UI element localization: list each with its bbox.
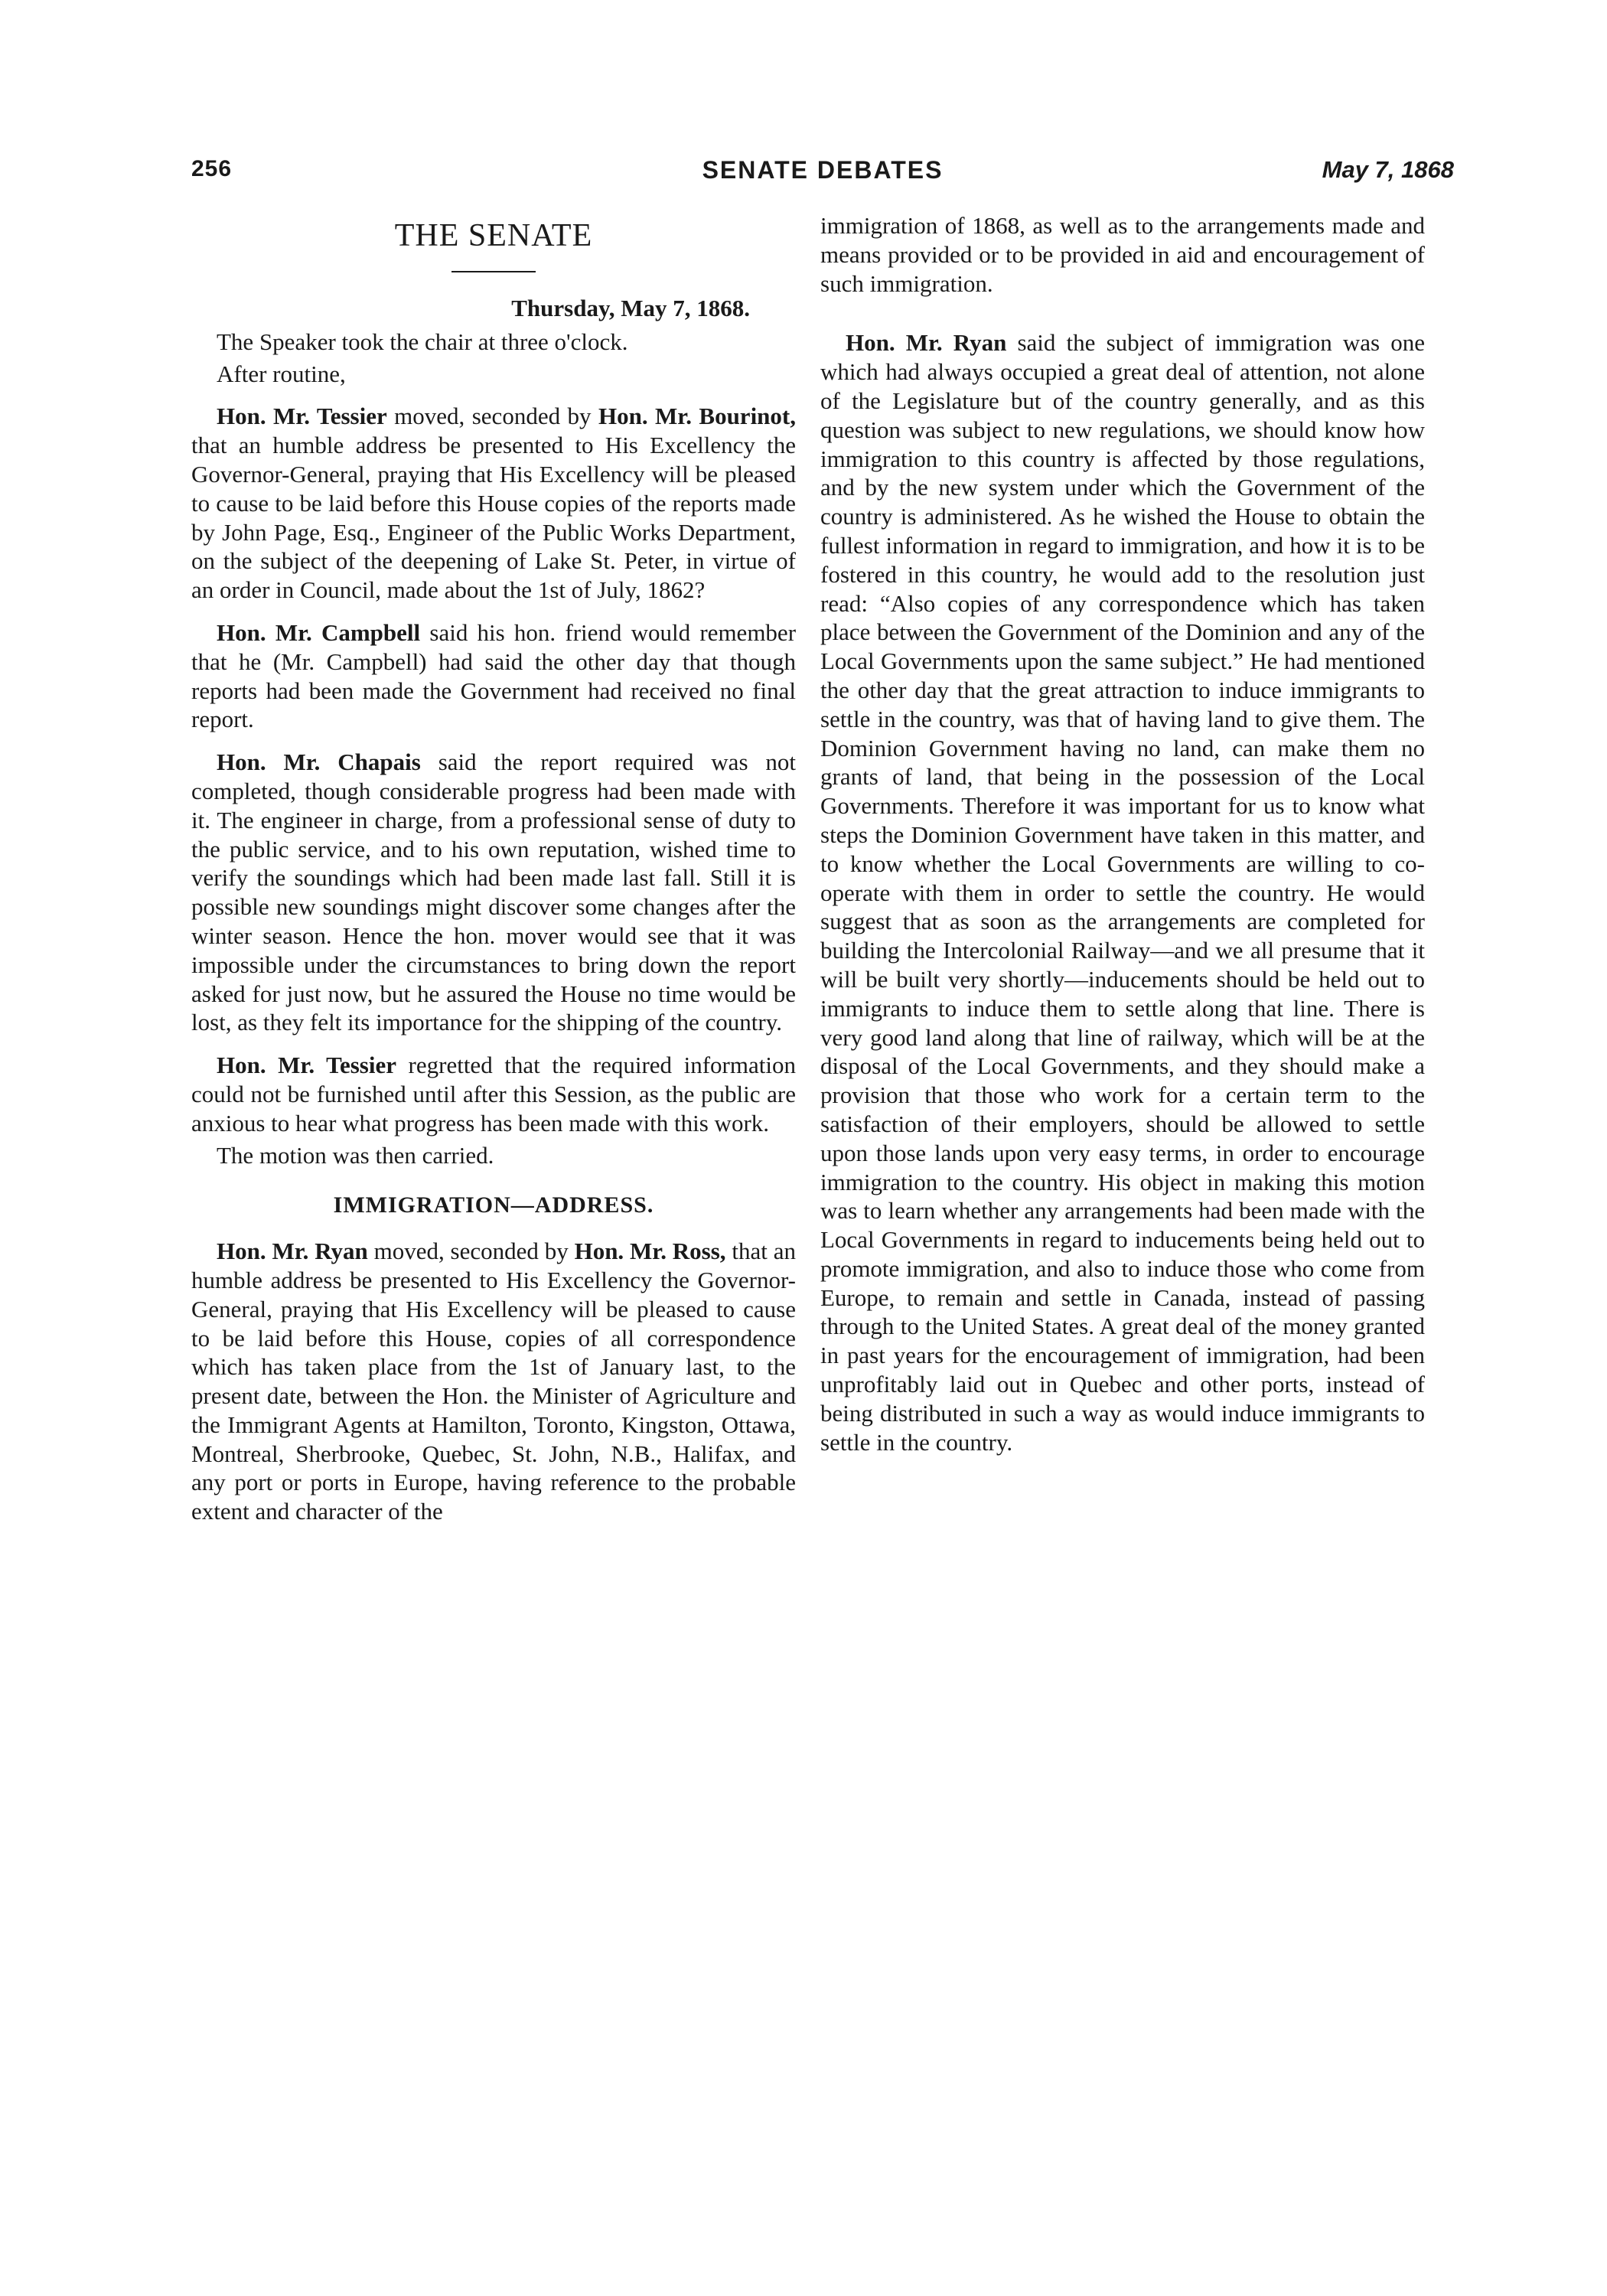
paragraph-text: moved, seconded by xyxy=(386,403,598,430)
speaker-name: Hon. Mr. Bourinot, xyxy=(598,403,796,430)
publication-title: SENATE DEBATES xyxy=(702,156,944,184)
speaker-name: Hon. Mr. Campbell xyxy=(217,618,421,646)
header-date: May 7, 1868 xyxy=(1322,156,1454,183)
paragraph-text: moved, seconded by xyxy=(367,1238,575,1265)
paragraph-text: that an humble address be presented to His Excellency the Governor-General, praying that His Excellency will be pleased to cause to be laid before this House, copies of all correspondence which has taken place from the 1st of January last, to the present date, between the Hon. the Minister of Agriculture and the Immigrant Agents at Hamilton, Toronto, Kingston, Ottawa, Montreal, Sherbrooke, Quebec, St. John, N.B., Halifax, and any port or ports in Europe, having reference to the probable extent and character of the xyxy=(191,1238,796,1525)
left-column xyxy=(191,211,796,1540)
speaker-name: Hon. Mr. Tessier xyxy=(217,1052,396,1079)
page-number: 256 xyxy=(191,156,233,181)
paragraph-text: said the subject of immigration was one which had always occupied a great deal of attention, not alone of the Legislature but of the country generally, and as this question was subject to new regulations, we should know how immigration to this country is affected by those regulations, and by the new system under which the Government of the country is administered. As he wished the House to obtain the fullest information in regard to immigration, and how it is to be fostered in this country, he would add to the resolution just read: “Also copies of any correspondence which has taken place between the Government of the Dominion and any of the Local Governments upon the same subject.” He had mentioned the other day that the great attraction to induce immigrants to settle in the country, was that of having land to give them. The Dominion Government having no land, can make them no grants of land, that being in the possession of the Local Governments. Therefore it was important for us to know what steps the Dominion Government have taken in this matter, and to know whether the Local Governments are willing to co-operate with them in order to settle the country. He would suggest that as soon as the arrangements are completed for building the Intercolonial Railway—and we all presume that it will be built very shortly—inducements should be held out to immigrants to induce them to settle along that line. There is very good land along that line of railway, which will be at the disposal of the Local Governments, and they should make a provision that those who work for a certain term to the satisfaction of their employers, should be allowed to settle upon those lands upon very easy terms, in order to encourage immigration to the country. His object in making this motion was to learn whether any arrangements had been made with the Local Governments in regard to inducements being held out to promote immigration, and also to induce those who come from Europe, to remain and settle in Canada, instead of passing through to the United States. A great deal of the money granted in past years for the encouragement of immigration, had been unprofitably laid out in Quebec and other ports, instead of being distributed in such a way as would induce immigrants to settle in the country. xyxy=(820,329,1425,1456)
paragraph-text: said the report required was not completed, though considerable progress had been made with it. The engineer in charge, from a professional sense of duty to the public service, and to his own reputation, wished time to verify the soundings which had been made last fall. Still it is possible new soundings might discover some changes after the winter season. Hence the hon. mover would see that it was impossible under the circumstances to bring down the report asked for just now, but he assured the House no time would be lost, as they felt its importance for the shipping of the country. xyxy=(191,748,796,1036)
paragraph-ryan-motion xyxy=(191,1237,796,1526)
speaker-name: Hon. Mr. Tessier xyxy=(217,403,387,430)
paragraph-campbell xyxy=(191,618,796,734)
section-title: THE SENATE xyxy=(394,218,593,253)
paragraph-chapais xyxy=(191,748,796,1037)
paragraph-continued: immigration of 1868, as well as to the arrangements made and means provided or to be provided in aid and encouragement of such immigration. xyxy=(820,212,1425,297)
title-rule xyxy=(451,271,536,272)
paragraph-speaker: The Speaker took the chair at three o'clock. xyxy=(217,328,628,355)
speaker-name: Hon. Mr. Ross, xyxy=(574,1238,726,1265)
speaker-name: Hon. Mr. Ryan xyxy=(846,329,1007,357)
paragraph-tessier-regret xyxy=(191,1051,796,1137)
paragraph-after-routine: After routine, xyxy=(217,360,346,387)
section-heading: IMMIGRATION—ADDRESS. xyxy=(333,1192,654,1218)
paragraph-tessier-motion xyxy=(191,402,796,605)
paragraph-text: that an humble address be presented to His Excellency the Governor-General, praying that His Excellency will be pleased to cause to be laid before this House copies of the reports made by John Page, Esq., Engineer of the Public Works Department, on the subject of the deepening of Lake St. Peter, in virtue of an order in Council, made about the 1st of July, 1862? xyxy=(191,432,796,604)
speaker-name: Hon. Mr. Ryan xyxy=(217,1238,368,1265)
paragraph-text: regretted that the required information could not be furnished until after this Session, as the public are anxious to hear what progress has been made with this work. xyxy=(191,1052,796,1137)
right-column xyxy=(820,211,1425,1470)
speaker-name: Hon. Mr. Chapais xyxy=(217,748,421,776)
paragraph-motion-carried: The motion was then carried. xyxy=(217,1141,494,1169)
paragraph-ryan-speech xyxy=(820,328,1425,1456)
paragraph-text: said his hon. friend would remember that he (Mr. Campbell) had said the other day that though reports had been made the Government had received no final report. xyxy=(191,618,797,733)
sitting-date: Thursday, May 7, 1868. xyxy=(511,295,750,321)
running-head xyxy=(191,156,1454,190)
